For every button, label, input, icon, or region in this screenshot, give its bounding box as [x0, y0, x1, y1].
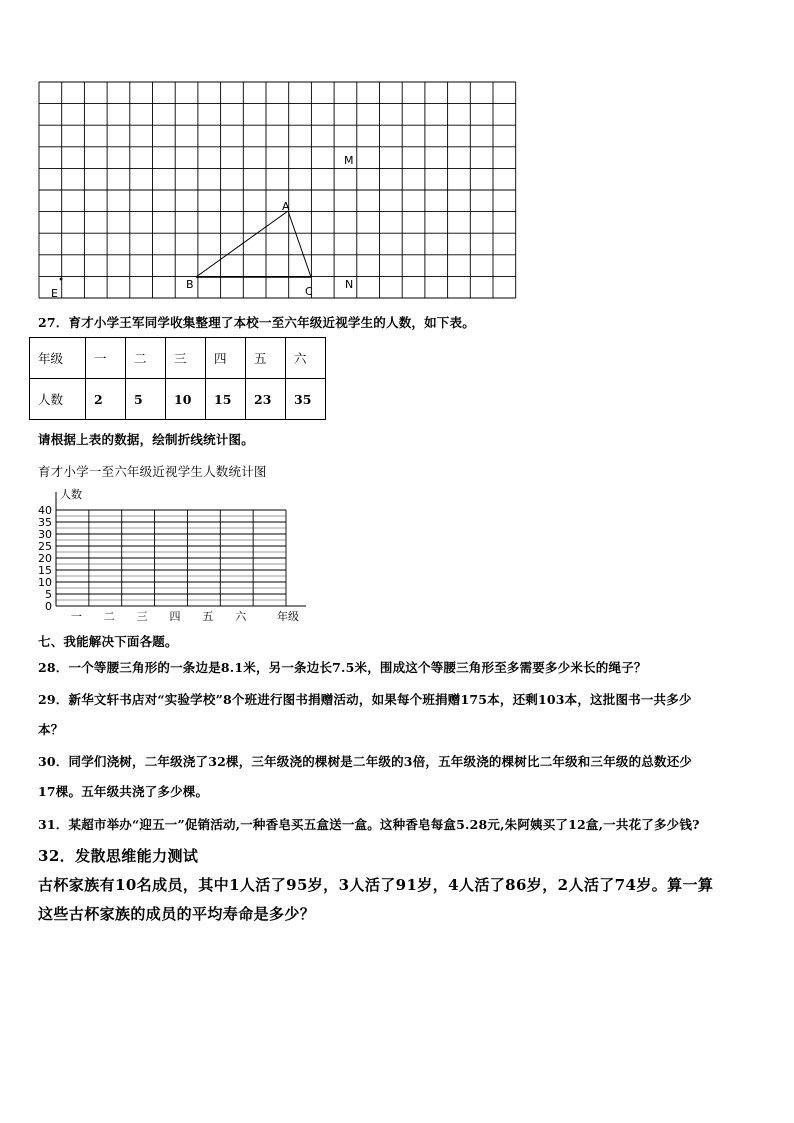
line-chart [30, 484, 320, 626]
q27-text: 27．育才小学王军同学收集整理了本校一至六年级近视学生的人数，如下表。 [38, 315, 475, 330]
myopia-table [29, 337, 326, 420]
grade-cell: 三 [166, 338, 206, 379]
chart-y-tick-label: 20 [38, 552, 52, 565]
q28-text: 28．一个等腰三角形的一条边是8.1米，另一条边长7.5米，围成这个等腰三角形至多需要多少米长的绳子？ [38, 660, 647, 675]
chart-y-tick-label: 40 [38, 504, 52, 517]
chart-x-tick-label: 一 [70, 610, 82, 623]
chart-y-tick-label: 10 [38, 576, 52, 589]
q30-line2: 17棵。五年级共浇了多少棵。 [38, 784, 209, 799]
table-row-grades [30, 338, 326, 379]
label-b: B [186, 278, 194, 291]
chart-x-tick-label: 六 [235, 610, 247, 623]
grid-figure [38, 81, 520, 303]
count-cell: 10 [166, 379, 206, 420]
label-a: A [282, 200, 290, 213]
chart-x-label: 年级 [277, 610, 299, 623]
count-cell: 2 [86, 379, 126, 420]
table-header-label: 年级 [30, 338, 86, 379]
chart-title: 育才小学一至六年级近视学生人数统计图 [38, 464, 267, 479]
table-row-counts [30, 379, 326, 420]
chart-x-tick-label: 三 [136, 610, 148, 623]
label-m: M [344, 154, 354, 167]
segment-ab [196, 211, 288, 277]
grade-cell: 四 [206, 338, 246, 379]
chart-y-label: 人数 [60, 488, 82, 501]
chart-x-ticks [71, 610, 247, 623]
q32-heading: 32．发散思维能力测试 [38, 847, 199, 865]
chart-x-tick-label: 五 [202, 610, 214, 623]
q29-line1: 29．新华文轩书店对“实验学校”8个班进行图书捐赠活动，如果每个班捐赠175本，还剩103本，这批图书一共多少 [38, 692, 692, 707]
grade-cell: 五 [246, 338, 286, 379]
q31-text: 31．某超市举办“迎五一”促销活动,一种香皂买五盒送一盒。这种香皂每盒5.28元,朱阿姨买了12盒,一共花了多少钱? [38, 817, 700, 832]
chart-y-tick-label: 0 [45, 600, 52, 613]
table-row-label: 人数 [30, 379, 86, 420]
chart-y-tick-label: 25 [38, 540, 52, 553]
grid-lines [39, 82, 516, 298]
chart-y-tick-label: 15 [38, 564, 52, 577]
point-e-dot [60, 278, 63, 281]
section7-heading: 七、我能解决下面各题。 [38, 634, 178, 649]
q32-line1: 古杯家族有10名成员，其中1人活了95岁，3人活了91岁，4人活了86岁，2人活了74岁。算一算 [38, 876, 714, 894]
count-cell: 35 [286, 379, 326, 420]
count-cell: 5 [126, 379, 166, 420]
segment-ac [288, 211, 311, 277]
chart-x-tick-label: 四 [169, 610, 181, 623]
grade-cell: 一 [86, 338, 126, 379]
chart-grid [56, 492, 306, 606]
q32-line2: 这些古杯家族的成员的平均寿命是多少？ [38, 905, 316, 923]
label-e: E [51, 287, 58, 300]
chart-y-ticks [38, 504, 52, 613]
grade-cell: 六 [286, 338, 326, 379]
q29-line2: 本？ [38, 722, 64, 737]
q30-line1: 30．同学们浇树，二年级浇了32棵，三年级浇的棵树是二年级的3倍，五年级浇的棵树比二年级和三年级的总数还少 [38, 754, 693, 769]
chart-y-tick-label: 5 [45, 588, 52, 601]
chart-y-tick-label: 30 [38, 528, 52, 541]
q27-instruction: 请根据上表的数据，绘制折线统计图。 [38, 432, 254, 447]
label-n: N [345, 278, 354, 291]
grade-cell: 二 [126, 338, 166, 379]
label-c: C [305, 285, 313, 298]
chart-y-tick-label: 35 [38, 516, 52, 529]
count-cell: 15 [206, 379, 246, 420]
count-cell: 23 [246, 379, 286, 420]
chart-x-tick-label: 二 [103, 610, 115, 623]
